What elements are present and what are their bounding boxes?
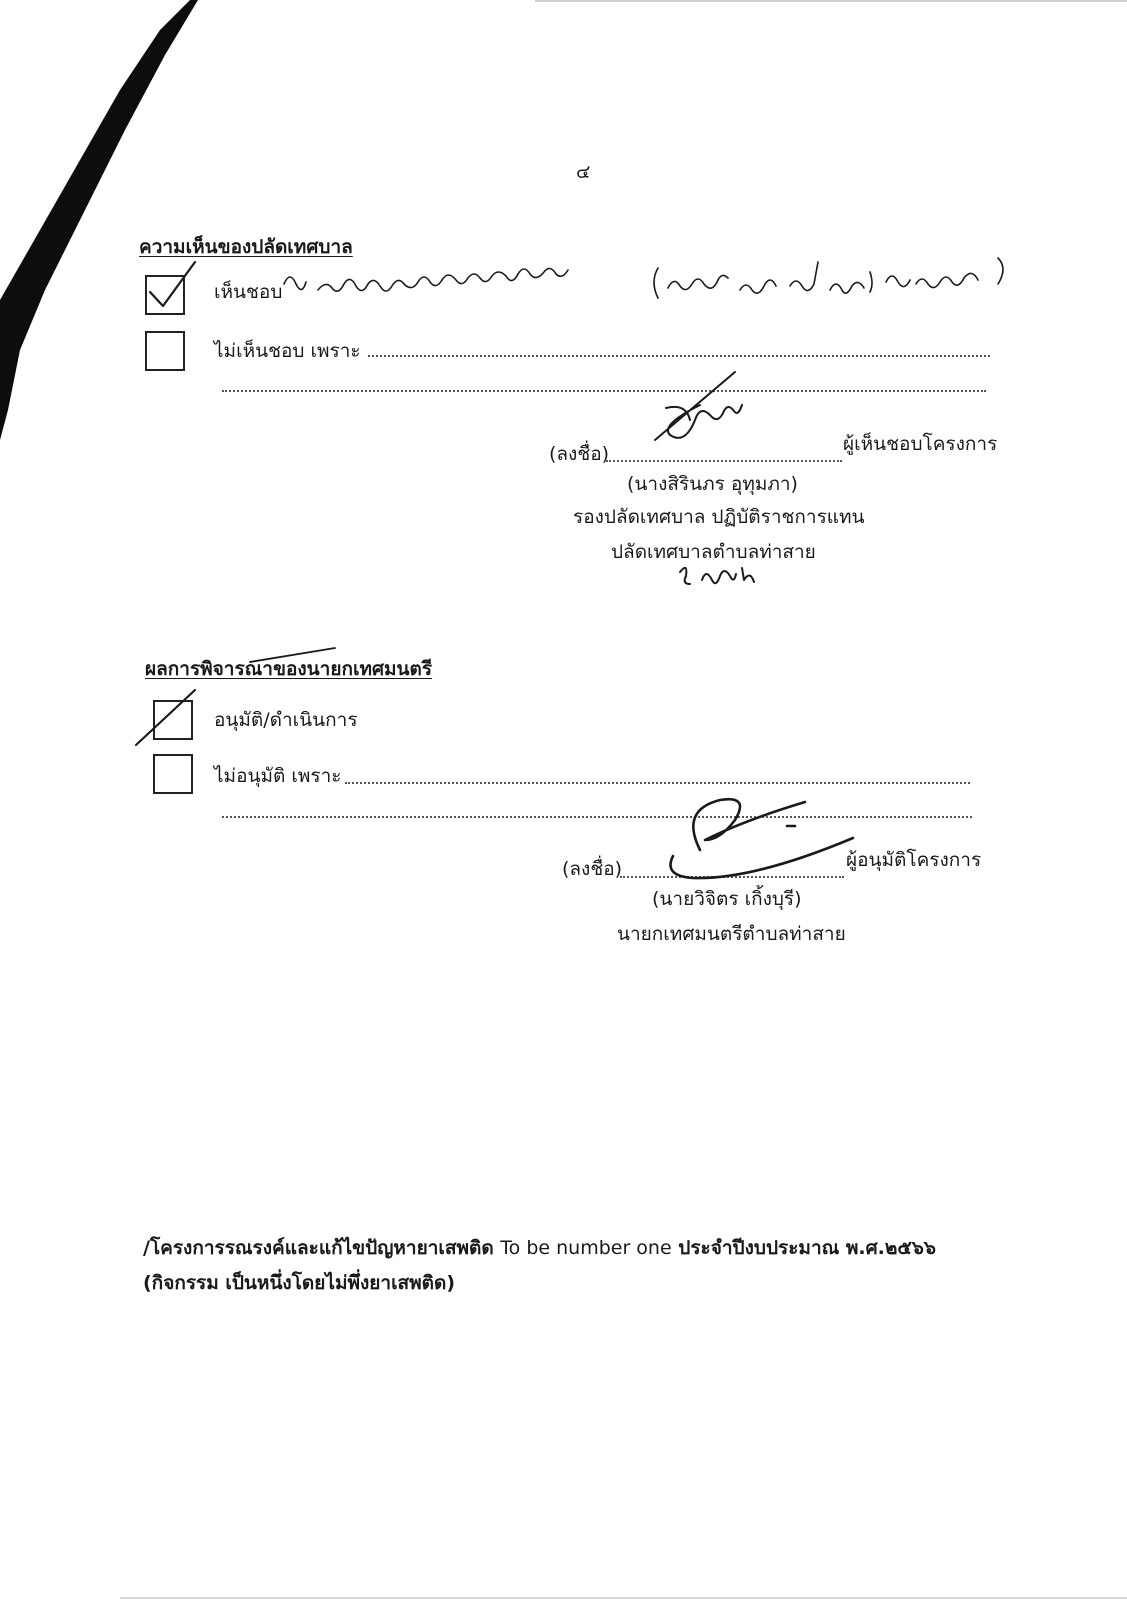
footer-fiscal-year: ประจำปีงบประมาณ พ.ศ.๒๕๖๖	[671, 1237, 936, 1259]
deputy-sign-role: ผู้เห็นชอบโครงการ	[843, 433, 998, 455]
approve-check-mark	[136, 690, 195, 745]
deputy-signer-title-2: ปลัดเทศบาลตำบลท่าสาย	[611, 541, 816, 563]
mayor-heading-stroke	[250, 648, 335, 662]
footer-project-name: /โครงการรณรงค์และแก้ไขปัญหายาเสพติด	[143, 1237, 501, 1259]
deputy-sign-prefix: (ลงชื่อ)	[549, 443, 610, 465]
disagree-label: ไม่เห็นชอบ เพราะ	[214, 340, 361, 362]
agree-label: เห็นชอบ	[214, 281, 283, 303]
deputy-signature	[655, 372, 742, 440]
footer-slogan: To be number one	[500, 1237, 672, 1259]
deputy-signer-title-1: รองปลัดเทศบาล ปฏิบัติราชการแทน	[573, 506, 865, 528]
handwritten-comment	[284, 258, 1003, 298]
approve-label: อนุมัติ/ดำเนินการ	[214, 709, 358, 731]
agree-check-mark	[150, 262, 195, 306]
mayor-signature	[671, 799, 854, 878]
mayor-signer-title: นายกเทศมนตรีตำบลท่าสาย	[617, 923, 846, 945]
deputy-date-handwriting	[680, 568, 754, 584]
mayor-signer-name: (นายวิจิตร เกิ้งบุรี)	[652, 888, 802, 910]
deputy-opinion-heading: ความเห็นของปลัดเทศบาล	[139, 236, 353, 258]
page-number: ๔	[576, 161, 591, 183]
mayor-decision-heading: ผลการพิจารณาของนายกเทศมนตรี	[145, 658, 433, 680]
mayor-sign-role: ผู้อนุมัติโครงการ	[846, 849, 982, 871]
deputy-signer-name: (นางสิรินภร อุทุมภา)	[627, 473, 798, 495]
reject-label: ไม่อนุมัติ เพราะ	[214, 765, 342, 787]
mayor-sign-prefix: (ลงชื่อ)	[562, 858, 623, 880]
project-footer-line-2: (กิจกรรม เป็นหนึ่งโดยไม่พึ่งยาเสพติด)	[143, 1272, 456, 1294]
